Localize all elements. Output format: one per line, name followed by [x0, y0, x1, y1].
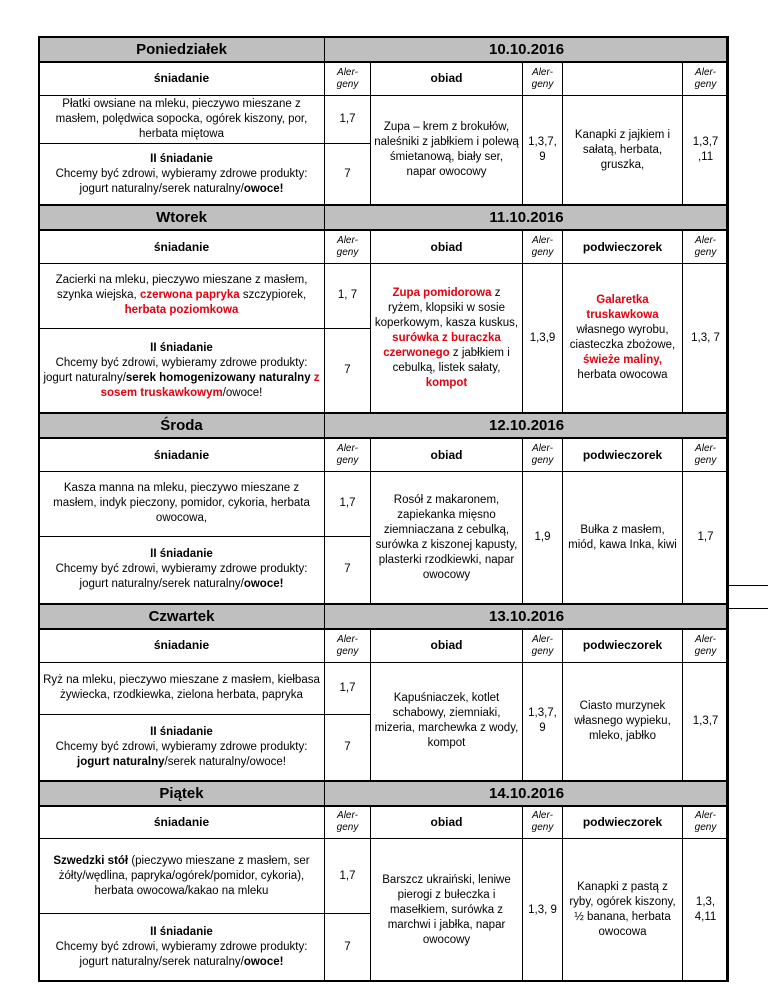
allergens-header: Aler-geny — [683, 438, 729, 471]
second-breakfast-bold: owoce! — [243, 182, 284, 195]
second-breakfast-cell — [39, 914, 325, 982]
breakfast-highlight: herbata poziomkowa — [124, 304, 239, 317]
snack-text: Kanapki z pastą z ryby, ogórek kiszony, ½ banana, herbata owocowa — [563, 839, 683, 982]
allergens-header: Aler-geny — [523, 629, 563, 662]
lunch-allergens: 1,3,7, 9 — [523, 95, 563, 205]
day-name: Piątek — [39, 781, 325, 806]
lunch-cell — [371, 264, 523, 414]
allergens-header: Aler-geny — [325, 230, 371, 263]
second-breakfast-allergens: 7 — [325, 536, 371, 604]
column-header-row — [39, 629, 729, 662]
allergens-header: Aler-geny — [325, 438, 371, 471]
breakfast-header: śniadanie — [39, 806, 325, 839]
second-breakfast-bold: owoce! — [243, 578, 284, 591]
breakfast-header: śniadanie — [39, 230, 325, 263]
day-header-row — [39, 413, 729, 438]
allergens-header: Aler-geny — [325, 62, 371, 95]
snack-header: podwieczorek — [563, 806, 683, 839]
second-breakfast-text: Chcemy być zdrowi, wybieramy zdrowe produkty: — [55, 740, 308, 753]
breakfast-cell — [39, 839, 325, 914]
snack-header: podwieczorek — [563, 438, 683, 471]
second-breakfast-text: Chcemy być zdrowi, wybieramy zdrowe produkty: jogurt naturalny/serek naturalny/ — [55, 941, 308, 969]
lunch-allergens: 1,9 — [523, 472, 563, 604]
allergens-header: Aler-geny — [325, 629, 371, 662]
second-breakfast-text: Chcemy być zdrowi, wybieramy zdrowe produkty: jogurt naturalny/serek naturalny/ — [55, 563, 308, 591]
second-breakfast-cell — [39, 536, 325, 604]
snack-header: podwieczorek — [563, 230, 683, 263]
lunch-header: obiad — [371, 629, 523, 662]
day-date: 13.10.2016 — [325, 604, 729, 629]
lunch-allergens: 1,3, 9 — [523, 839, 563, 982]
second-breakfast-allergens: 7 — [325, 914, 371, 982]
lunch-header: obiad — [371, 806, 523, 839]
breakfast-text: Ryż na mleku, pieczywo mieszane z masłem, kiełbasa żywiecka, rzodkiewka, zielona herbata, papryka — [39, 662, 325, 714]
lunch-text: Kapuśniaczek, kotlet schabowy, ziemniaki, mizeria, marchewka z wody, kompot — [371, 662, 523, 781]
second-breakfast-bold: jogurt naturalny — [77, 755, 165, 768]
snack-allergens: 1,3, 4,11 — [683, 839, 729, 982]
breakfast-allergens: 1, 7 — [325, 264, 371, 328]
day-header-row — [39, 205, 729, 230]
second-breakfast-highlight: z sosem truskawkowym — [100, 371, 320, 399]
day-date: 11.10.2016 — [325, 205, 729, 230]
weekly-menu-table — [38, 36, 729, 982]
second-breakfast-allergens: 7 — [325, 143, 371, 205]
second-breakfast-bold: serek homogenizowany naturalny — [125, 371, 311, 384]
allergens-header: Aler-geny — [523, 62, 563, 95]
lunch-highlight: surówka z buraczka czerwonego — [383, 331, 501, 359]
breakfast-allergens: 1,7 — [325, 95, 371, 143]
lunch-highlight: kompot — [425, 376, 468, 389]
second-breakfast-cell — [39, 328, 325, 413]
second-breakfast-text: Chcemy być zdrowi, wybieramy zdrowe produkty: jogurt naturalny/serek naturalny/ — [55, 167, 308, 195]
breakfast-row — [39, 662, 729, 714]
lunch-highlight: Zupa pomidorowa — [392, 286, 492, 299]
breakfast-text: szczypiorek, — [239, 289, 307, 302]
allergens-header: Aler-geny — [683, 230, 729, 263]
allergens-header: Aler-geny — [683, 806, 729, 839]
day-name: Środa — [39, 413, 325, 438]
snack-highlight: Galaretka truskawkowa — [586, 294, 659, 322]
snack-cell — [563, 264, 683, 414]
day-header-row — [39, 604, 729, 629]
allergens-header: Aler-geny — [523, 438, 563, 471]
snack-text: własnego wyrobu, ciasteczka zbożowe, — [569, 324, 676, 352]
divider-line — [728, 608, 768, 609]
day-header-row — [39, 37, 729, 62]
day-header-row — [39, 781, 729, 806]
lunch-allergens: 1,3,7, 9 — [523, 662, 563, 781]
lunch-header: obiad — [371, 230, 523, 263]
snack-allergens: 1,3, 7 — [683, 264, 729, 414]
second-breakfast-label: II śniadanie — [150, 341, 213, 354]
breakfast-row — [39, 95, 729, 143]
lunch-text: z jabłkiem i cebulką, listek sałaty, — [392, 346, 510, 374]
allergens-header: Aler-geny — [523, 806, 563, 839]
breakfast-header: śniadanie — [39, 438, 325, 471]
allergens-header: Aler-geny — [523, 230, 563, 263]
breakfast-row — [39, 472, 729, 536]
snack-allergens: 1,3,7 ,11 — [683, 95, 729, 205]
snack-text: Ciasto murzynek własnego wypieku, mleko, jabłko — [563, 662, 683, 781]
lunch-text: z ryżem, klopsiki w sosie koperkowym, kasza kuskus, — [374, 286, 519, 329]
lunch-header: obiad — [371, 62, 523, 95]
lunch-allergens: 1,3,9 — [523, 264, 563, 414]
lunch-text: Barszcz ukraiński, leniwe pierogi z bułeczka i masełkiem, surówka z marchwi i jabłka, napar owocowy — [371, 839, 523, 982]
breakfast-header: śniadanie — [39, 629, 325, 662]
breakfast-text: (pieczywo mieszane z masłem, ser żółty/wędlina, papryka/ogórek/pomidor, cykoria), herbata owocowa/kakao na mleku — [58, 854, 310, 897]
lunch-text: Rosół z makaronem, zapiekanka mięsno ziemniaczana z cebulką, surówka z kiszonej kapusty, plasterki rzodkiewki, napar owocowy — [371, 472, 523, 604]
breakfast-allergens: 1,7 — [325, 839, 371, 914]
breakfast-bold: Szwedzki stół — [53, 854, 129, 867]
allergens-header: Aler-geny — [325, 806, 371, 839]
lunch-header: obiad — [371, 438, 523, 471]
column-header-row — [39, 806, 729, 839]
snack-text: Bułka z masłem, miód, kawa Inka, kiwi — [563, 472, 683, 604]
second-breakfast-text: /serek naturalny/owoce! — [164, 755, 286, 768]
breakfast-text: Zacierki na mleku, pieczywo mieszane z masłem, szynka wiejska, — [55, 274, 308, 302]
second-breakfast-allergens: 7 — [325, 714, 371, 781]
snack-text: Kanapki z jajkiem i sałatą, herbata, gruszka, — [563, 95, 683, 205]
snack-header — [563, 62, 683, 95]
day-name: Wtorek — [39, 205, 325, 230]
second-breakfast-label: II śniadanie — [150, 725, 213, 738]
second-breakfast-label: II śniadanie — [150, 926, 213, 939]
column-header-row — [39, 438, 729, 471]
day-date: 14.10.2016 — [325, 781, 729, 806]
day-date: 10.10.2016 — [325, 37, 729, 62]
breakfast-allergens: 1,7 — [325, 662, 371, 714]
second-breakfast-label: II śniadanie — [150, 548, 213, 561]
second-breakfast-cell — [39, 143, 325, 205]
snack-highlight: świeże maliny, — [582, 354, 663, 367]
snack-text: herbata owocowa — [577, 369, 668, 382]
column-header-row — [39, 230, 729, 263]
second-breakfast-allergens: 7 — [325, 328, 371, 413]
breakfast-text: Płatki owsiane na mleku, pieczywo mieszane z masłem, polędwica sopocka, ogórek kiszony, por, herbata miętowa — [39, 95, 325, 143]
second-breakfast-text: /owoce! — [222, 386, 263, 399]
breakfast-cell — [39, 264, 325, 328]
snack-allergens: 1,3,7 — [683, 662, 729, 781]
day-name: Czwartek — [39, 604, 325, 629]
breakfast-highlight: czerwona papryka — [139, 289, 240, 302]
second-breakfast-label: II śniadanie — [150, 152, 213, 165]
column-header-row — [39, 62, 729, 95]
allergens-header: Aler-geny — [683, 62, 729, 95]
breakfast-text: Kasza manna na mleku, pieczywo mieszane z masłem, indyk pieczony, pomidor, cykoria, herbata owocowa, — [39, 472, 325, 536]
breakfast-allergens: 1,7 — [325, 472, 371, 536]
day-date: 12.10.2016 — [325, 413, 729, 438]
day-name: Poniedziałek — [39, 37, 325, 62]
lunch-text: Zupa – krem z brokułów, naleśniki z jabłkiem i polewą śmietanową, biały ser, napar owocowy — [371, 95, 523, 205]
breakfast-row — [39, 264, 729, 328]
second-breakfast-bold: owoce! — [243, 956, 284, 969]
breakfast-row — [39, 839, 729, 914]
snack-allergens: 1,7 — [683, 472, 729, 604]
second-breakfast-cell — [39, 714, 325, 781]
second-breakfast-text: Chcemy być zdrowi, wybieramy zdrowe produkty: jogurt naturalny/ — [43, 356, 308, 384]
snack-header: podwieczorek — [563, 629, 683, 662]
divider-line — [728, 585, 768, 586]
allergens-header: Aler-geny — [683, 629, 729, 662]
breakfast-header: śniadanie — [39, 62, 325, 95]
